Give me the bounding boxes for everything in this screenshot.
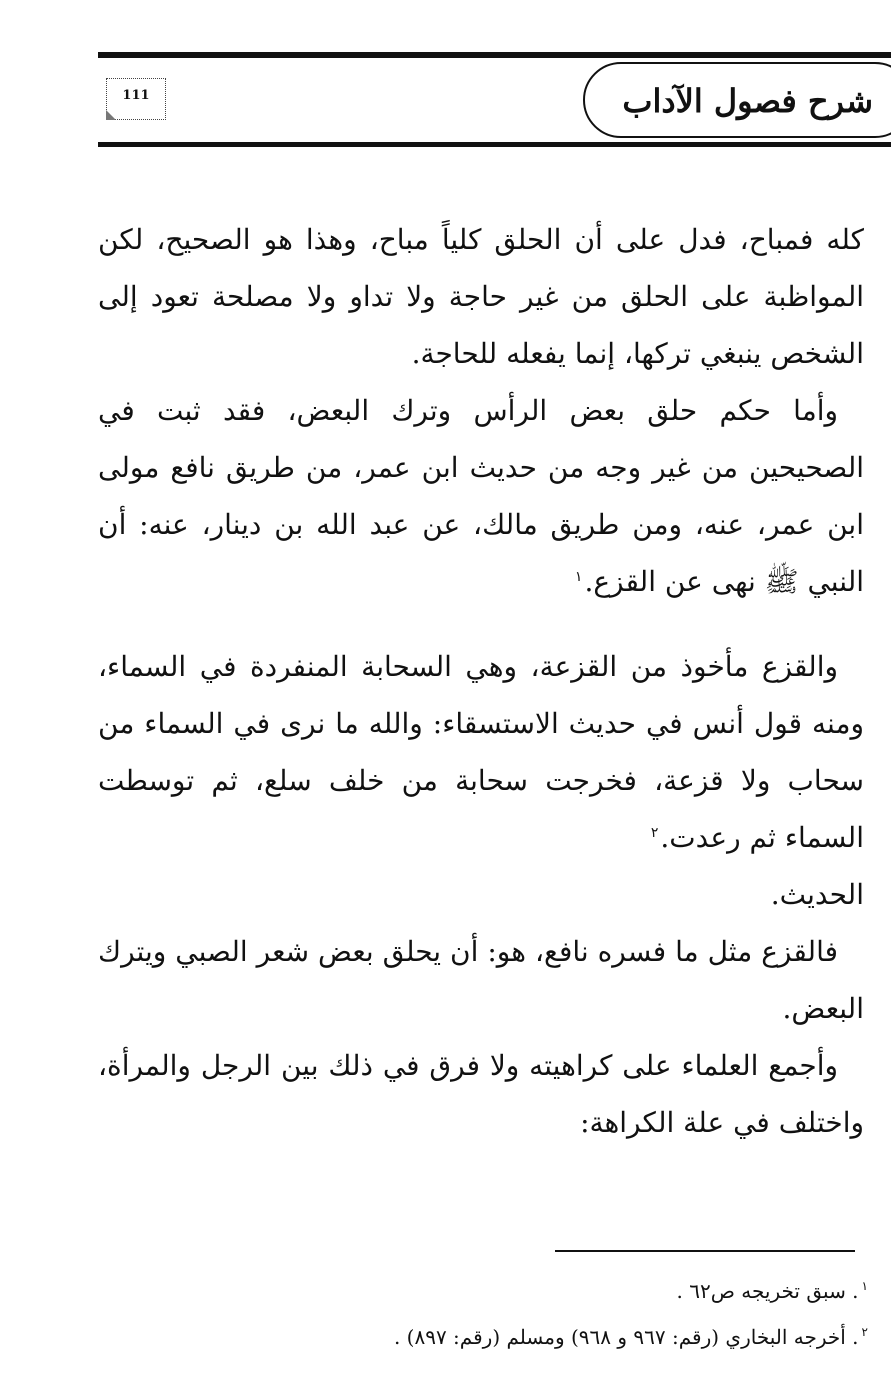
page-corner-fold-icon bbox=[106, 110, 116, 120]
paragraph-5: وأجمع العلماء على كراهيته ولا فرق في ذلك بين الرجل والمرأة، واختلف في علة الكراهة: bbox=[98, 1049, 864, 1139]
footnote-1 bbox=[250, 1268, 868, 1314]
header-top-rule bbox=[98, 52, 891, 58]
footnote-1-mark: ١ bbox=[861, 1279, 868, 1294]
page-number-box bbox=[106, 78, 166, 120]
footnote-2-text: . أخرجه البخاري (رقم: ٩٦٧ و ٩٦٨) ومسلم (رقم: ٨٩٧) . bbox=[393, 1325, 859, 1349]
footnote-ref-2[interactable]: ٢ bbox=[650, 824, 659, 841]
footnotes bbox=[250, 1268, 868, 1360]
paragraph-1: كله فمباح، فدل على أن الحلق كلياً مباح، وهذا هو الصحيح، لكن المواظبة على الحلق من غير حاجة ولا تداو ولا مصلحة تعود إلى الشخص ينبغي تركها، إنما يفعله للحاجة. bbox=[98, 223, 865, 370]
paragraph-3 bbox=[98, 638, 864, 866]
paragraph-4: فالقزع مثل ما فسره نافع، هو: أن يحلق بعض شعر الصبي ويترك البعض. bbox=[98, 935, 864, 1025]
header-bottom-rule bbox=[98, 142, 891, 147]
paragraph-2 bbox=[98, 382, 864, 610]
paragraph-3-text: والقزع مأخوذ من القزعة، وهي السحابة المنفردة في السماء، ومنه قول أنس في حديث الاستسقاء: والله ما نرى في السماء من سحاب ولا قزعة، فخرجت سحابة من خلف سلع، ثم توسطت السماء ثم رعدت. bbox=[98, 650, 864, 854]
page-number: 111 bbox=[122, 88, 150, 103]
footnote-1-text: . سبق تخريجه ص٦٢ . bbox=[676, 1279, 859, 1303]
footnote-2-mark: ٢ bbox=[861, 1325, 868, 1340]
footnote-separator bbox=[555, 1250, 855, 1252]
footnote-ref-1[interactable]: ١ bbox=[574, 568, 583, 585]
paragraph-3-continued: الحديث. bbox=[770, 878, 864, 911]
paragraph-2-text: وأما حكم حلق بعض الرأس وترك البعض، فقد ثبت في الصحيحين من غير وجه من حديث ابن عمر، من طريق نافع مولى ابن عمر، عنه، ومن طريق مالك، عن عبد الله بن دينار، عنه: أن النبي ﷺ نهى عن القزع. bbox=[98, 394, 864, 598]
main-text bbox=[98, 211, 864, 1151]
running-title: شرح فصول الآداب bbox=[622, 82, 873, 120]
footnote-2 bbox=[250, 1314, 868, 1360]
